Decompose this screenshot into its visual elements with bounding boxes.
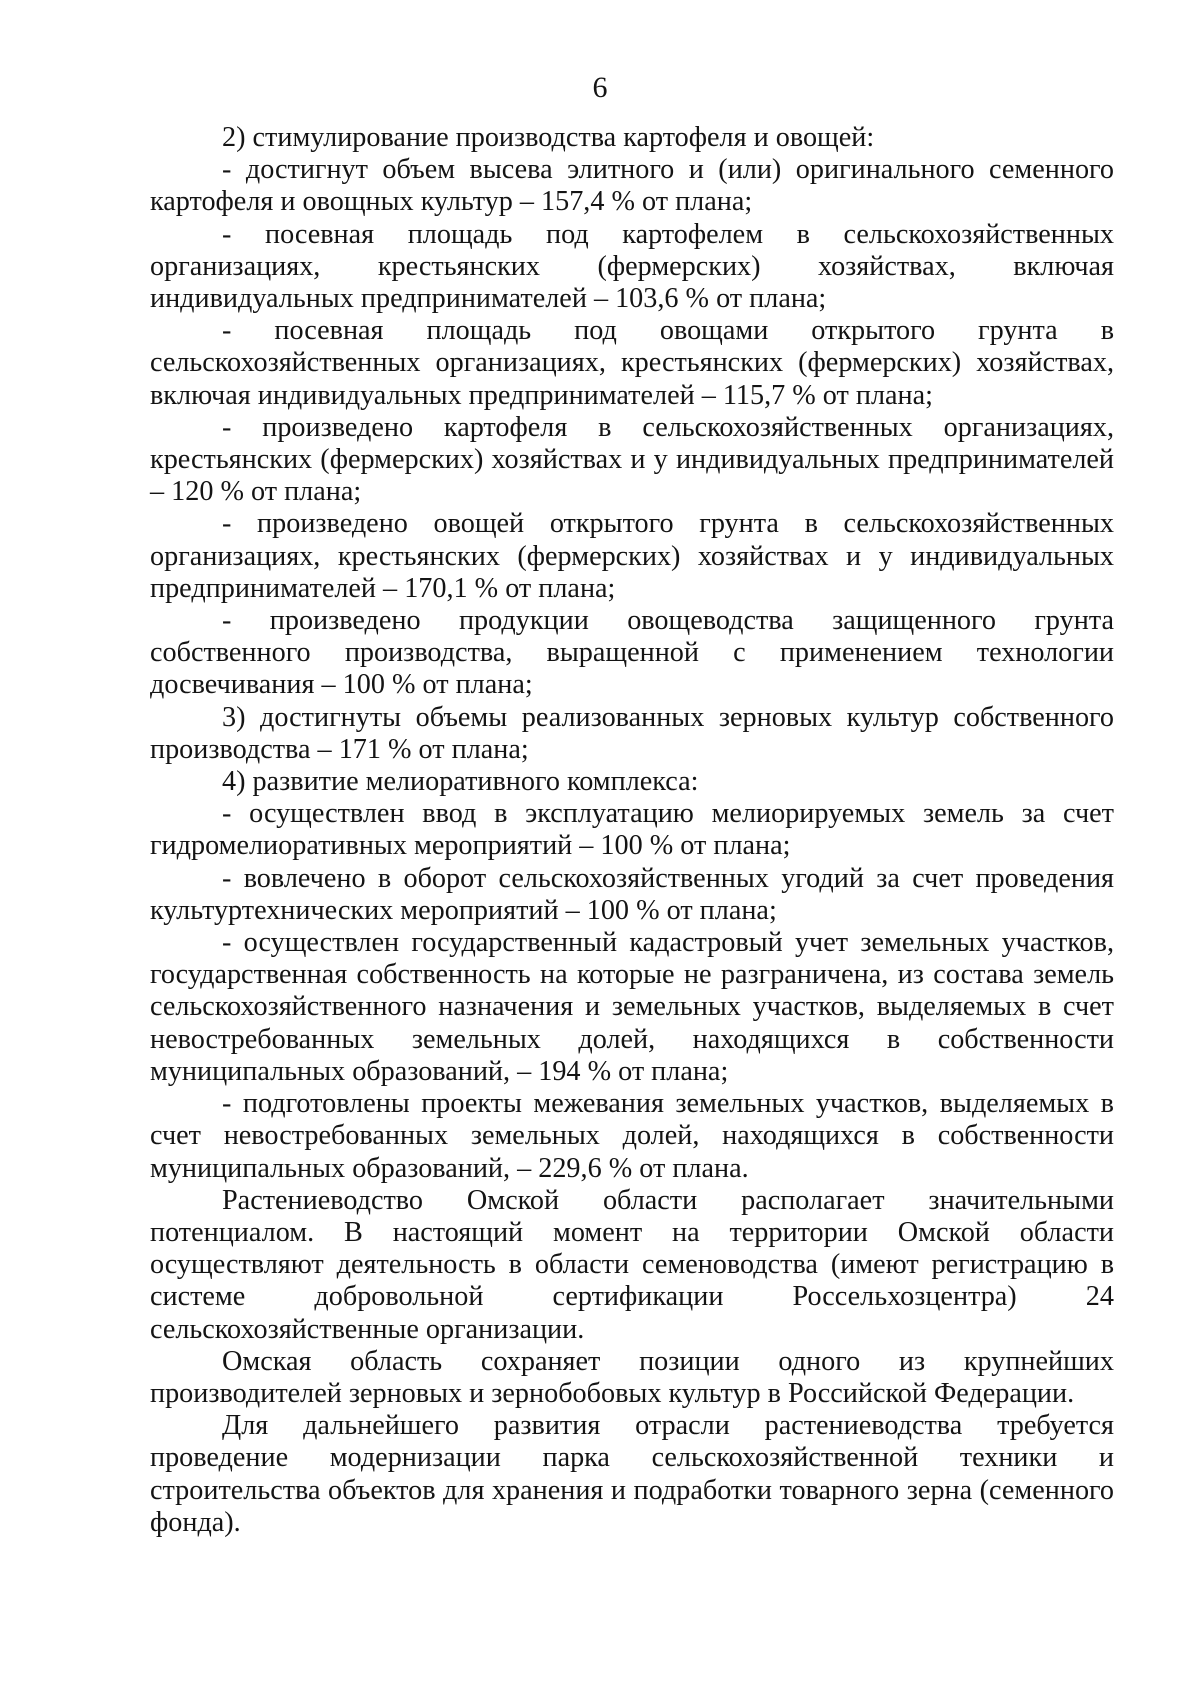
list-item-vegetable-sown-area: - посевная площадь под овощами открытого грунта в сельскохозяйственных организациях, крестьянских (фермерских) хозяйствах, включая индивидуальных предпринимателей – 115,7 % от плана;: [150, 315, 1114, 411]
list-item-potato-vegetable-stimulation: 2) стимулирование производства картофеля и овощей:: [222, 122, 875, 153]
list-item-agricultural-land-turnover: - вовлечено в оборот сельскохозяйственных угодий за счет проведения культуртехнических мероприятий – 100 % от плана;: [150, 862, 1114, 926]
page-number: 6: [592, 71, 608, 104]
list-item-seed-sowing-volume: - достигнут объем высева элитного и (или) оригинального семенного картофеля и овощных культур – 157,4 % от плана;: [150, 154, 1114, 218]
paragraph-grain-producer: Омская область сохраняет позиции одного из крупнейших производителей зерновых и зернобобовых культур в Российской Федерации.: [150, 1345, 1114, 1409]
paragraph-crop-potential: Растениеводство Омской области располагает значительными потенциалом. В настоящий момент на территории Омской области осуществляют деятельность в области семеноводства (имеют регистрацию в системе добровольной сертификации Россельхозцентра) 24 сельскохозяйственные организации.: [150, 1184, 1114, 1345]
list-item-cadastral-registration: - осуществлен государственный кадастровый учет земельных участков, государственная собственность на которые не разграничена, из состава земель сельскохозяйственного назначения и земельных участков, выделяемых в счет невостребованных земельных долей, находящихся в собственности муниципальных образований, – 194 % от плана;: [150, 927, 1114, 1087]
list-item-vegetable-production: - произведено овощей открытого грунта в сельскохозяйственных организациях, крестьянских (фермерских) хозяйствах и у индивидуальных предпринимателей – 170,1 % от плана;: [150, 508, 1114, 604]
paragraph-development-needs: Для дальнейшего развития отрасли растениеводства требуется проведение модернизации парка сельскохозяйственной техники и строительства объектов для хранения и подработки товарного зерна (семенного фонда).: [150, 1410, 1114, 1538]
list-item-reclaimed-land: - осуществлен ввод в эксплуатацию мелиорируемых земель за счет гидромелиоративных мероприятий – 100 % от плана;: [150, 798, 1114, 862]
list-item-potato-sown-area: - посевная площадь под картофелем в сельскохозяйственных организациях, крестьянских (фермерских) хозяйствах, включая индивидуальных предпринимателей – 103,6 % от плана;: [150, 218, 1114, 315]
list-item-potato-production: - произведено картофеля в сельскохозяйственных организациях, крестьянских (фермерских) хозяйствах и у индивидуальных предпринимателей – 120 % от плана;: [150, 411, 1114, 508]
list-item-grain-sales: 3) достигнуты объемы реализованных зерновых культур собственного производства – 171 % от плана;: [150, 701, 1114, 765]
list-item-land-survey-projects: - подготовлены проекты межевания земельных участков, выделяемых в счет невостребованных земельных долей, находящихся в собственности муниципальных образований, – 229,6 % от плана.: [150, 1088, 1114, 1184]
list-item-greenhouse-production: - произведено продукции овощеводства защищенного грунта собственного производства, выращенной с применением технологии досвечивания – 100 % от плана;: [150, 605, 1114, 701]
document-body: [150, 122, 1114, 1539]
list-item-melioration-complex: 4) развитие мелиоративного комплекса:: [222, 766, 699, 798]
